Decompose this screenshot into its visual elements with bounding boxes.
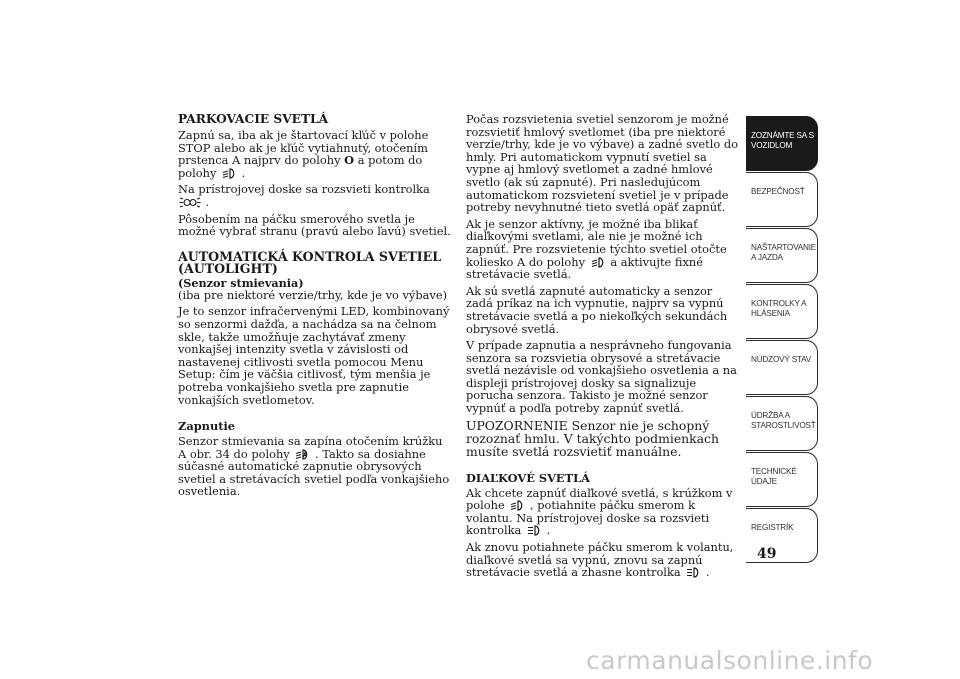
high-beam-icon xyxy=(685,567,701,578)
position-lights-icon xyxy=(179,197,201,208)
tab-maintenance[interactable]: ÚDRŽBA A STAROSTLIVOSŤ xyxy=(746,396,818,451)
tab-index[interactable]: REGISTRÍK xyxy=(746,508,818,563)
heading-parking-lights: PARKOVACIE SVETLÁ xyxy=(178,112,329,126)
paragraph-high-beam-on: Ak chcete zapnúť diaľkové svetlá, s krúžkom v polohe , potiahnite páčku smerom k volantu. Na prístrojovej doske sa rozsvieti kontrolka . xyxy=(466,485,733,538)
paragraph-auto-off: Ak sú svetlá zapnuté automaticky a senzor zadá príkaz na ich vypnutie, najprv sa vypnú stretávacie svetlá a po niekoľkých sekundách obrysové svetlá. xyxy=(466,283,728,336)
low-beam-icon xyxy=(590,257,606,268)
tab-emergency[interactable]: NÚDZOVÝ STAV xyxy=(746,340,818,395)
page-number: 49 xyxy=(757,546,777,562)
auto-lights-icon xyxy=(294,449,310,460)
watermark: carmanualsonline.info xyxy=(586,646,874,675)
high-beam-icon xyxy=(526,525,542,536)
paragraph-high-beam-flash: Ak je senzor aktívny, je možné iba blikať diaľkovými svetlami, ale nie je možné ich zapnúť. Pre rozsvietenie týchto svetiel otočte koliesko A do polohy a aktivujte fixné stretávacie svetlá. xyxy=(466,216,727,282)
right-column xyxy=(466,113,741,583)
paragraph-sensor-description: Je to senzor infračervenými LED, kombinovaný so senzormi dažďa, a nachádza sa na čelnom skle, takže umožňuje zachytávať zmeny vonkajšej intenzity svetla v závislosti od nastavenej citlivosti svetla pomocou Menu Setup: čím je väčšia citlivosť, tým menšia je potreba vonkajšieho svetla pre zapnutie vonkajších svetlometov. xyxy=(178,304,450,407)
paragraph-fog-lights: Počas rozsvietenia svetiel senzorom je možné rozsvietiť hmlový svetlomet (iba pre niektoré verzie/trhy, kde je vo výbave) a zadné svetlo do hmly. Pri automatickom vypnutí svetiel sa vypne aj hmlový svetlomet a zadné hmlové svetlo (ak sú zapnuté). Pri nasledujúcom automatickom rozsvietení svetiel je v prípade potreby nevyhnutné tieto svetlá opäť zapnúť. xyxy=(466,112,738,215)
paragraph-indicator: Na prístrojovej doske sa rozsvieti kontrolka . xyxy=(178,182,430,209)
paragraph-activation: Senzor stmievania sa zapína otočením krúžku A obr. 34 do polohy . Takto sa dosiahne súčasné automatické zapnutie obrysových svetiel a stretávacích svetiel podľa vonkajšieho osvetlenia. xyxy=(178,434,450,499)
paragraph-parking-lights: Zapnú sa, iba ak je štartovací kľúč v polohe STOP alebo ak je kľúč vytiahnutý, otočením prstenca A najprv do polohy O a potom do polohy . xyxy=(178,128,429,180)
position-o-symbol: O xyxy=(344,153,355,168)
tab-technical-data[interactable]: TECHNICKÉ ÚDAJE xyxy=(746,452,818,507)
low-beam-icon xyxy=(509,500,525,511)
tab-get-to-know-vehicle[interactable]: ZOZNÁMTE SA S VOZIDLOM xyxy=(746,116,818,171)
left-column xyxy=(178,113,453,502)
paragraph-side-select: Pôsobením na páčku smerového svetla je možné vybrať stranu (pravú alebo ľavú) svetiel. xyxy=(178,211,451,239)
tab-warning-lights[interactable]: KONTROLKY A HLÁSENIA xyxy=(746,284,818,339)
tab-starting-driving[interactable]: NAŠTARTOVANIE A JAZDA xyxy=(746,228,818,283)
warning-note: UPOZORNENIE Senzor nie je schopný rozoznať hmlu. V takýchto podmienkach musíte svetlá rozsvietiť manuálne. xyxy=(466,417,719,459)
heading-activation: Zapnutie xyxy=(178,419,236,434)
paragraph-sensor-fault: V prípade zapnutia a nesprávneho fungovania senzora sa rozsvietia obrysové a stretávacie svetlá nezávisle od vonkajšieho osvetlenia a na displeji prístrojovej dosky sa signalizuje porucha senzora. Takisto je možné senzor vypnúť a podľa potreby zapnúť svetlá. xyxy=(466,338,737,416)
tab-safety[interactable]: BEZPEČNOSŤ xyxy=(746,172,818,227)
low-beam-icon xyxy=(221,168,237,179)
subheading-dusk-sensor: (Senzor stmievania) xyxy=(178,275,304,290)
heading-autolight: AUTOMATICKÁ KONTROLA SVETIEL (AUTOLIGHT) xyxy=(178,248,442,277)
paragraph-high-beam-off: Ak znovu potiahnete páčku smerom k volantu, diaľkové svetlá sa vypnú, znovu sa zapnú stretávacie svetlá a zhasne kontrolka . xyxy=(466,540,734,580)
paragraph-availability: (iba pre niektoré verzie/trhy, kde je vo výbave) xyxy=(178,287,448,302)
section-tabs xyxy=(746,116,818,564)
heading-high-beams: DIAĽKOVÉ SVETLÁ xyxy=(466,470,590,485)
